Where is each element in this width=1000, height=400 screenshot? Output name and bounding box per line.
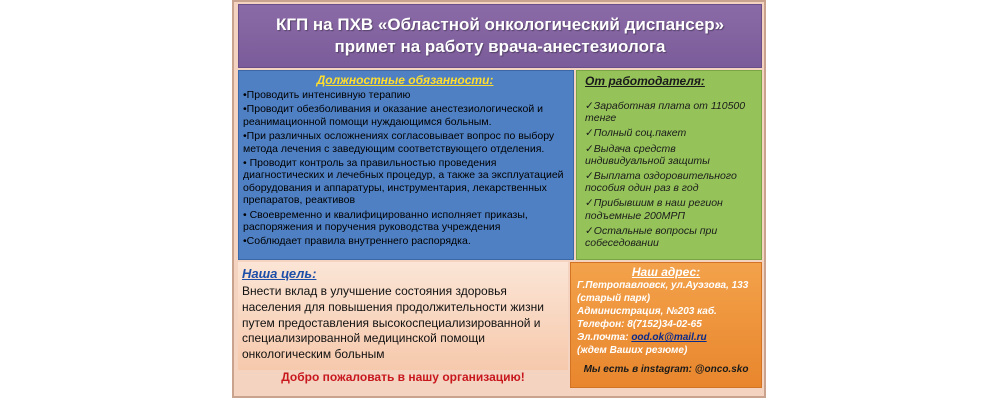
- email-row: [577, 331, 755, 344]
- email-link[interactable]: ood.ok@mail.ru: [631, 332, 707, 343]
- poster-title: [238, 4, 762, 68]
- duty-item: •При различных осложнениях согласовывает вопрос по выбору метода лечения с заведующим соответствующего отделения.: [243, 130, 555, 155]
- duty-item: •Проводит обезболивания и оказание анестезиологической и реанимационной помощи нуждающимся больным.: [243, 103, 544, 128]
- employer-item: ✓Остальные вопросы при собеседовании: [585, 224, 718, 250]
- duty-item: •Соблюдает правила внутреннего распорядка.: [243, 235, 471, 248]
- duty-item: • Проводит контроль за правильностью проведения диагностических и лечебных процедур, а также за эксплуатацией оборудования и аппаратуры, инструментария, лекарственных препаратов, реактивов: [243, 157, 564, 207]
- duties-panel: [238, 70, 574, 260]
- employer-item: ✓Выдача средств индивидуальной защиты: [585, 142, 710, 167]
- duty-item: •Проводить интенсивную терапию: [243, 89, 411, 101]
- employer-item: ✓Полный соц.пакет: [585, 127, 687, 140]
- employer-item: ✓Прибывшим в наш регион подъемные 200МРП: [585, 197, 723, 222]
- resume-note: (ждем Ваших резюме): [577, 345, 688, 356]
- title-line-1: КГП на ПХВ «Областной онкологический диспансер»: [275, 15, 725, 34]
- address-heading: Наш адрес:: [631, 265, 701, 279]
- employer-item: ✓Заработная плата от 110500 тенге: [585, 100, 746, 125]
- address-line: Г.Петропавловск, ул.Ауэзова, 133: [577, 280, 749, 291]
- duties-heading: Должностные обязанности:: [316, 73, 494, 87]
- employer-heading: От работодателя:: [585, 74, 705, 88]
- title-line-2: примет на работу врача-анестезиолога: [334, 37, 666, 56]
- welcome-text: Добро пожаловать в нашу организацию!: [281, 370, 525, 384]
- employer-panel: [576, 70, 762, 260]
- address-line: Администрация, №203 каб.: [577, 306, 717, 317]
- employer-item: ✓Выплата оздоровительного пособия один раз в год: [585, 170, 737, 195]
- goal-text: Внести вклад в улучшение состояния здоровья населения для повышения продолжительности жизни путем предоставления высокоспециализированной и специализированной медицинской помощи онкологическим больным: [242, 284, 544, 362]
- instagram-text: Мы есть в instagram: @onco.sko: [583, 364, 749, 375]
- phone-line: Телефон: 8(7152)34-02-65: [577, 319, 702, 330]
- address-panel: [570, 262, 762, 388]
- goal-panel: [238, 262, 568, 370]
- address-line: (старый парк): [577, 293, 651, 304]
- email-label: Эл.почта:: [577, 332, 629, 343]
- duty-item: • Своевременно и квалифицированно исполняет приказы, распоряжения и поручения руководства учреждения: [243, 208, 528, 234]
- goal-heading: Наша цель:: [242, 266, 317, 281]
